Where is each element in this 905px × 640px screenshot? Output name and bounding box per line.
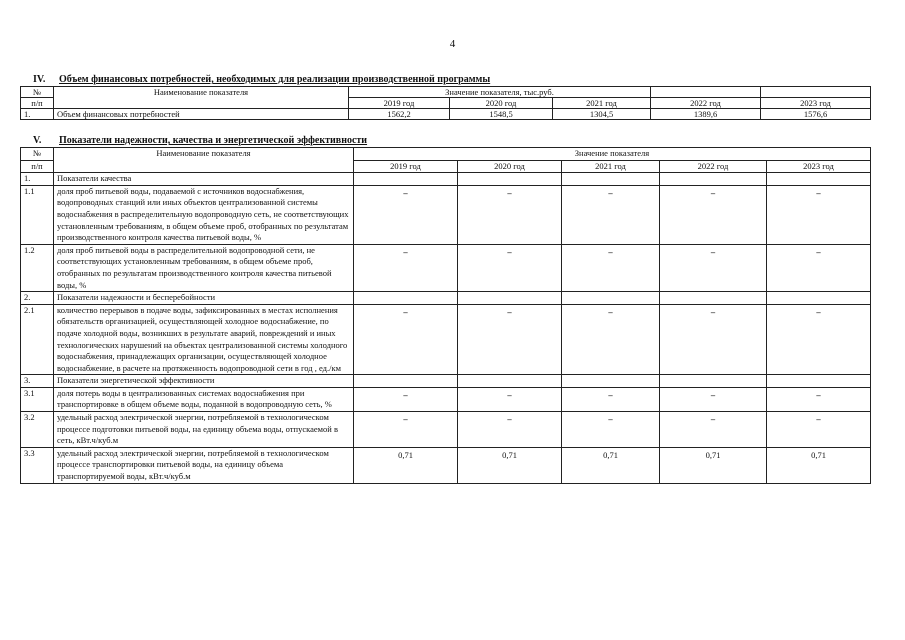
table-row xyxy=(21,412,871,448)
row-value: 1576,6 xyxy=(761,109,871,120)
section-4-title: Объем финансовых потребностей, необходимых для реализации производственной программы xyxy=(59,74,491,85)
page-number: 4 xyxy=(449,38,456,50)
row-value: 0,71 xyxy=(458,447,562,483)
year-header: 2021 год xyxy=(553,98,651,109)
section-5-title: Показатели надежности, качества и энергетической эффективности xyxy=(59,135,368,146)
year-header: 2019 год xyxy=(354,160,458,173)
section-5-heading xyxy=(33,135,367,146)
col-no-header-2: п/п xyxy=(21,160,54,173)
section-5-number: V. xyxy=(33,135,42,146)
row-value: – xyxy=(562,185,660,244)
row-value: – xyxy=(458,412,562,448)
row-name: Показатели надежности и бесперебойности xyxy=(54,292,354,305)
year-header: 2023 год xyxy=(761,98,871,109)
row-value: 1562,2 xyxy=(349,109,450,120)
table-header-row xyxy=(21,87,871,98)
row-value: – xyxy=(354,412,458,448)
section-4-heading xyxy=(33,74,490,85)
row-name: доля потерь воды в централизованных системах водоснабжения при транспортировке в общем объеме воды, поданной в водопроводную сеть, % xyxy=(54,387,354,411)
year-header: 2022 год xyxy=(651,98,761,109)
year-header: 2019 год xyxy=(349,98,450,109)
table-section-row xyxy=(21,375,871,388)
row-value: – xyxy=(458,244,562,291)
row-value: – xyxy=(660,304,767,375)
row-value: – xyxy=(767,387,871,411)
row-number: 3.2 xyxy=(21,412,54,448)
col-no-header: № xyxy=(21,87,54,98)
row-value: 0,71 xyxy=(660,447,767,483)
row-value: – xyxy=(562,387,660,411)
row-number: 1. xyxy=(21,109,54,120)
row-name: Показатели качества xyxy=(54,173,354,186)
table-row xyxy=(21,185,871,244)
row-value: 0,71 xyxy=(354,447,458,483)
year-header: 2022 год xyxy=(660,160,767,173)
table-row xyxy=(21,109,871,120)
row-value: – xyxy=(660,412,767,448)
year-header: 2020 год xyxy=(458,160,562,173)
row-value: – xyxy=(767,304,871,375)
row-name: доля проб питьевой воды в распределительной водопроводной сети, не соответствующих установленным требованиям, в общем объеме проб, отобранных по результатам производственного контроля качества питьевой воды, % xyxy=(54,244,354,291)
row-value: – xyxy=(562,244,660,291)
row-value: – xyxy=(354,304,458,375)
row-name: доля проб питьевой воды, подаваемой с источников водоснабжения, водопроводных станций или иных объектов централизованной системы водоснабжения в распределительную водопроводную сеть, не соответствующих установленным требованиям, в общем объеме проб, отобранных по результатам производственного контроля качества питьевой воды, % xyxy=(54,185,354,244)
row-number: 1.1 xyxy=(21,185,54,244)
row-name: Показатели энергетической эффективности xyxy=(54,375,354,388)
table-row xyxy=(21,244,871,291)
row-number: 3.3 xyxy=(21,447,54,483)
row-name: количество перерывов в подаче воды, зафиксированных в местах исполнения обязательств организацией, осуществляющей холодное водоснабжение, по подаче холодной воды, возникших в результате аварий, повреждений и иных технологических нарушений на объектах централизованной системы холодного водоснабжения, принадлежащих организации, осуществляющей холодное водоснабжение, в расчете на протяженность водопроводной сети в год , ед./км xyxy=(54,304,354,375)
col-value-header: Значение показателя xyxy=(354,148,871,161)
col-no-header-2: п/п xyxy=(21,98,54,109)
row-value: – xyxy=(767,412,871,448)
row-number: 1.2 xyxy=(21,244,54,291)
row-value: 0,71 xyxy=(767,447,871,483)
row-value: – xyxy=(767,185,871,244)
table-row xyxy=(21,387,871,411)
row-name: удельный расход электрической энергии, потребляемой в технологическом процессе подготовки питьевой воды, на единицу объема воды, отпускаемой в сеть, кВт.ч/куб.м xyxy=(54,412,354,448)
row-value: 0,71 xyxy=(562,447,660,483)
row-value: – xyxy=(562,304,660,375)
row-number: 2. xyxy=(21,292,54,305)
year-header: 2021 год xyxy=(562,160,660,173)
col-name-header: Наименование показателя xyxy=(54,87,349,109)
row-value: – xyxy=(660,387,767,411)
section-4-number: IV. xyxy=(33,74,46,85)
row-value: 1304,5 xyxy=(553,109,651,120)
row-value: – xyxy=(458,387,562,411)
row-number: 2.1 xyxy=(21,304,54,375)
row-name: Объем финансовых потребностей xyxy=(54,109,349,120)
year-header: 2023 год xyxy=(767,160,871,173)
financial-needs-table xyxy=(20,86,871,120)
table-section-row xyxy=(21,173,871,186)
row-value: – xyxy=(458,185,562,244)
row-value: 1389,6 xyxy=(651,109,761,120)
row-value: – xyxy=(767,244,871,291)
table-row xyxy=(21,304,871,375)
year-header: 2020 год xyxy=(450,98,553,109)
table-header-row xyxy=(21,148,871,161)
row-value: – xyxy=(660,185,767,244)
row-value: – xyxy=(660,244,767,291)
col-no-header: № xyxy=(21,148,54,161)
row-number: 3.1 xyxy=(21,387,54,411)
row-number: 3. xyxy=(21,375,54,388)
row-value: – xyxy=(458,304,562,375)
indicators-table xyxy=(20,147,871,484)
row-value: – xyxy=(354,387,458,411)
col-value-header: Значение показателя, тыс.руб. xyxy=(349,87,651,98)
row-value: – xyxy=(562,412,660,448)
table-section-row xyxy=(21,292,871,305)
col-name-header: Наименование показателя xyxy=(54,148,354,173)
table-row xyxy=(21,447,871,483)
row-name: удельный расход электрической энергии, потребляемой в технологическом процессе транспортировки питьевой воды, на единицу объема транспортируемой воды, кВт.ч/куб.м xyxy=(54,447,354,483)
row-number: 1. xyxy=(21,173,54,186)
row-value: – xyxy=(354,244,458,291)
row-value: – xyxy=(354,185,458,244)
row-value: 1548,5 xyxy=(450,109,553,120)
